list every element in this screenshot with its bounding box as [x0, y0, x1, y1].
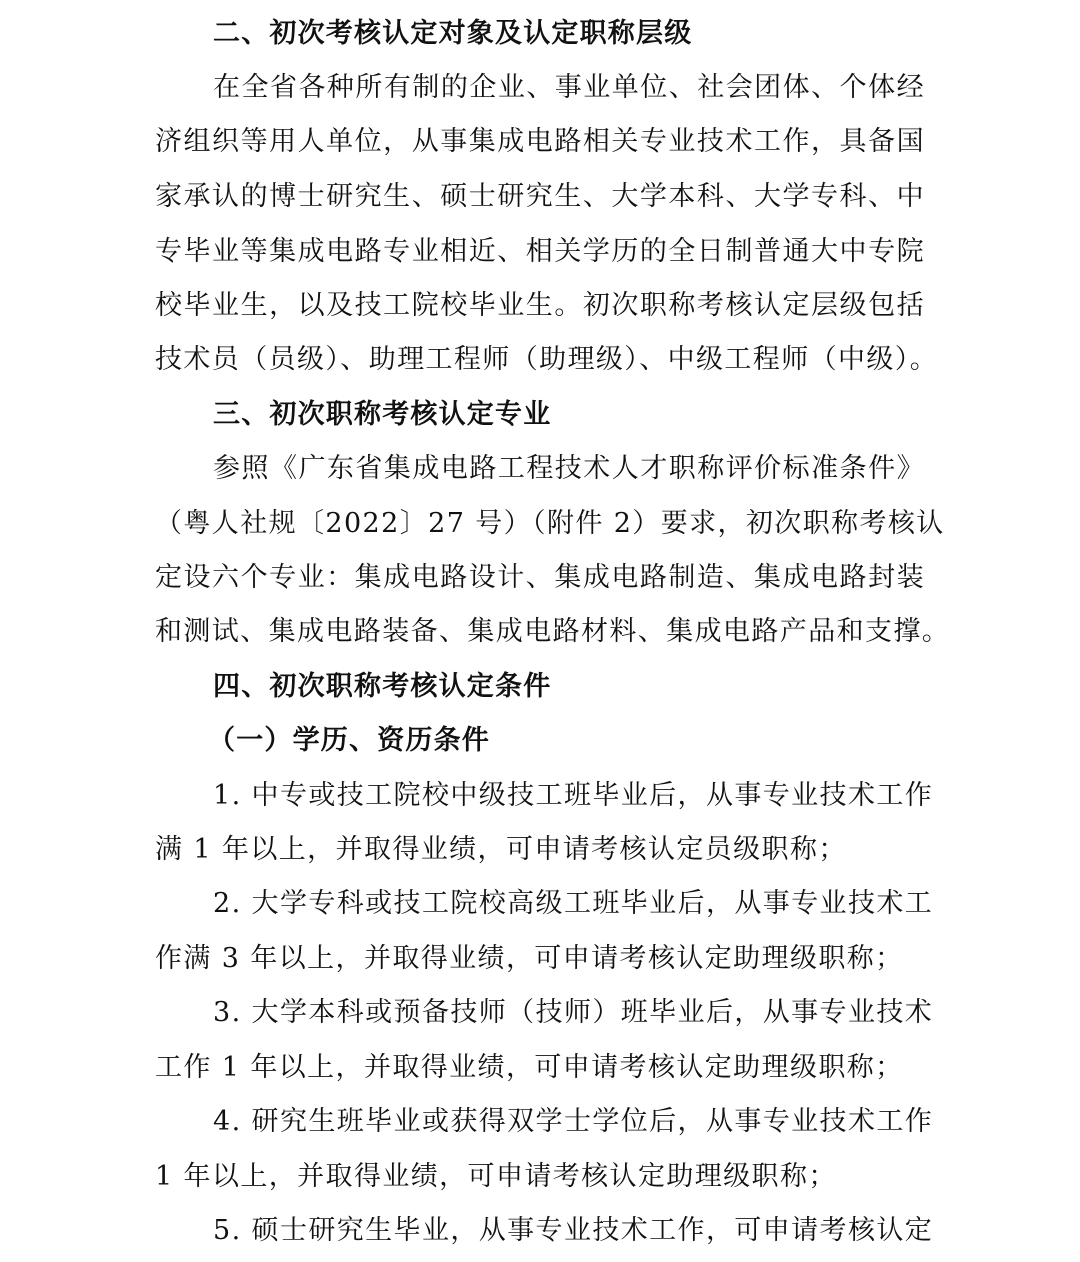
paragraph-line: 家承认的博士研究生、硕士研究生、大学本科、大学专科、中: [155, 181, 925, 212]
paragraph-line: 专毕业等集成电路专业相近、相关学历的全日制普通大中专院: [155, 236, 925, 267]
section-heading-2: 二、初次考核认定对象及认定职称层级: [213, 18, 693, 49]
list-item-5-line-1: 5. 硕士研究生毕业，从事专业技术工作，可申请考核认定: [213, 1215, 934, 1246]
list-item-3-line-2: 工作 1 年以上，并取得业绩，可申请考核认定助理级职称；: [155, 1052, 904, 1083]
list-item-4-line-1: 4. 研究生班毕业或获得双学士学位后，从事专业技术工作: [213, 1106, 934, 1137]
paragraph-line: 技术员（员级）、助理工程师（助理级）、中级工程师（中级）。: [155, 344, 939, 375]
list-item-3-line-1: 3. 大学本科或预备技师（技师）班毕业后，从事专业技术: [213, 997, 934, 1028]
paragraph-line: 参照《广东省集成电路工程技术人才职称评价标准条件》: [213, 453, 925, 484]
paragraph-line: 在全省各种所有制的企业、事业单位、社会团体、个体经: [213, 72, 925, 103]
list-item-2-line-1: 2. 大学专科或技工院校高级工班毕业后，从事专业技术工: [213, 888, 934, 919]
list-item-2-line-2: 作满 3 年以上，并取得业绩，可申请考核认定助理级职称；: [155, 943, 904, 974]
paragraph-line: 校毕业生，以及技工院校毕业生。初次职称考核认定层级包括: [155, 290, 925, 321]
list-item-4-line-2: 1 年以上，并取得业绩，可申请考核认定助理级职称；: [155, 1161, 837, 1192]
paragraph-line: 定设六个专业：集成电路设计、集成电路制造、集成电路封装: [155, 562, 925, 593]
paragraph-line: （粤人社规〔2022〕27 号）（附件 2）要求，初次职称考核认: [155, 508, 945, 539]
section-heading-3: 三、初次职称考核认定专业: [213, 399, 552, 430]
paragraph-line: 和测试、集成电路装备、集成电路材料、集成电路产品和支撑。: [155, 616, 951, 647]
list-item-1-line-2: 满 1 年以上，并取得业绩，可申请考核认定员级职称；: [155, 834, 847, 865]
subsection-heading: （一）学历、资历条件: [208, 725, 490, 756]
paragraph-line: 济组织等用人单位，从事集成电路相关专业技术工作，具备国: [155, 126, 925, 157]
list-item-1-line-1: 1. 中专或技工院校中级技工班毕业后，从事专业技术工作: [213, 780, 934, 811]
section-heading-4: 四、初次职称考核认定条件: [213, 671, 552, 702]
